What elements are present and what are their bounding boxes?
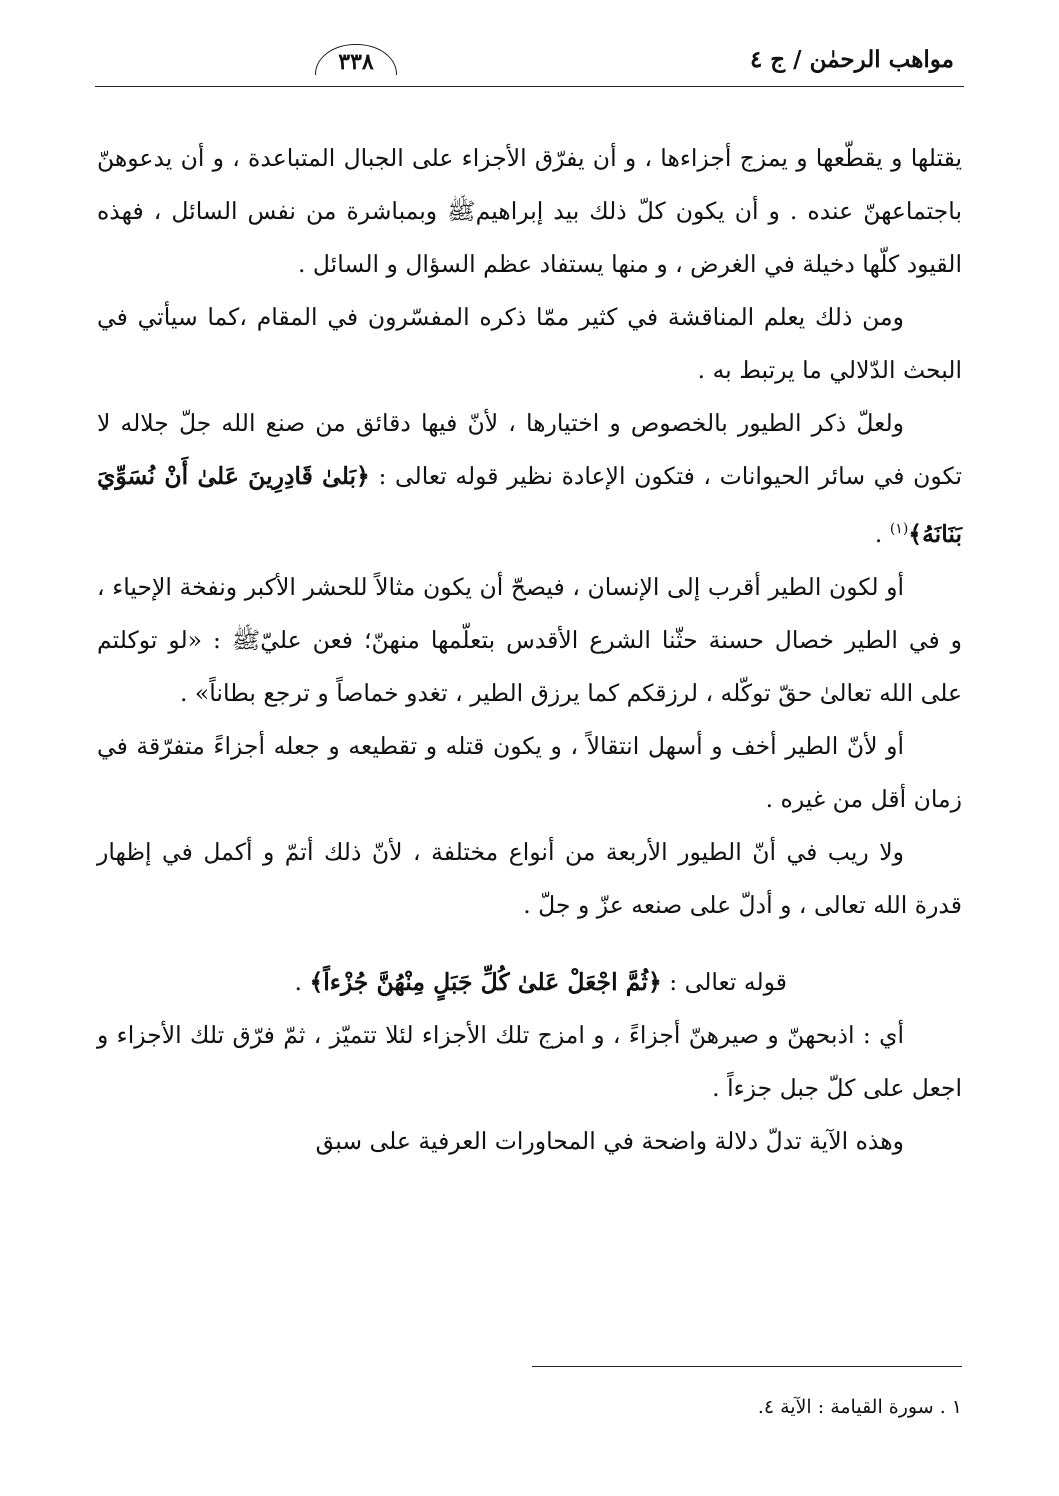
main-text	[97, 132, 962, 1168]
paragraph: أي : اذبحهنّ و صيرهنّ أجزاءً ، و امزج تلك الأجزاء لئلا تتميّز ، ثمّ فرّق تلك الأجزاء و اجعل على كلّ جبل جزءاً .	[97, 1020, 962, 1102]
paragraph: وهذه الآية تدلّ دلالة واضحة في المحاورات العرفية على سبق	[315, 1126, 904, 1155]
verse-prefix: قوله تعالى :	[661, 967, 787, 996]
paragraph: يقتلها و يقطّعها و يمزج أجزاءها ، و أن يفرّق الأجزاء على الجبال المتباعدة ، و أن يدعوهنّ باجتماعهنّ عنده . و أن يكون كلّ ذلك بيد إبراهيمﷺ وبمباشرة من نفس السائل ، فهذه القيود كلّها دخيلة في الغرض ، و منها يستفاد عظم السؤال و السائل .	[97, 144, 962, 278]
footnote: ١ . سورة القيامة : الآية ٤.	[757, 1396, 962, 1418]
paragraph: ولا ريب في أنّ الطيور الأربعة من أنواع مختلفة ، لأنّ ذلك أتمّ و أكمل في إظهار قدرة الله تعالى ، و أدلّ على صنعه عزّ و جلّ .	[97, 837, 962, 919]
page-number: ٣٣٨	[315, 44, 397, 75]
quran-quote: ﴿ثُمَّ اجْعَلْ عَلىٰ كُلِّ جَبَلٍ مِنْهُنَّ جُزْءاً﴾	[309, 967, 662, 996]
running-title: مواهب الرحمٰن / ج ٤	[749, 46, 954, 73]
quran-quote: ﴿بَلىٰ قَادِرِينَ عَلىٰ أَنْ نُسَوِّيَ بَنَانَهُ﴾	[97, 462, 962, 548]
paragraph-text: ولعلّ ذكر الطيور بالخصوص و اختيارها ، لأنّ فيها دقائق من صنع الله جلّ جلاله لا تكون في سائر الحيوانات ، فتكون الإعادة نظير قوله تعالى :	[97, 409, 962, 490]
verse-heading	[97, 956, 962, 1009]
page-header	[95, 44, 964, 88]
paragraph	[97, 397, 962, 561]
verse-suffix: .	[294, 967, 310, 996]
paragraph: ومن ذلك يعلم المناقشة في كثير ممّا ذكره المفسّرون في المقام ،كما سيأتي في البحث الدّلالي ما يرتبط به .	[97, 303, 962, 384]
footnote-marker: (١)	[889, 521, 909, 537]
footnote-separator	[532, 1366, 962, 1367]
paragraph-text: .	[874, 519, 890, 548]
paragraph: أو لأنّ الطير أخف و أسهل انتقالاً ، و يكون قتله و تقطيعه و جعله أجزاءً متفرّقة في زمان أقل من غيره .	[97, 731, 962, 813]
header-rule	[95, 86, 964, 87]
paragraph: أو لكون الطير أقرب إلى الإنسان ، فيصحّ أن يكون مثالاً للحشر الأكبر ونفخة الإحياء ، و في الطير خصال حسنة حثّنا الشرع الأقدس بتعلّمها منهنّ؛ فعن عليّﷺ : «لو توكلتم على الله تعالىٰ حقّ توكّله ، لرزقكم كما يرزق الطير ، تغدو خماصاً و ترجع بطاناً» .	[97, 572, 962, 707]
